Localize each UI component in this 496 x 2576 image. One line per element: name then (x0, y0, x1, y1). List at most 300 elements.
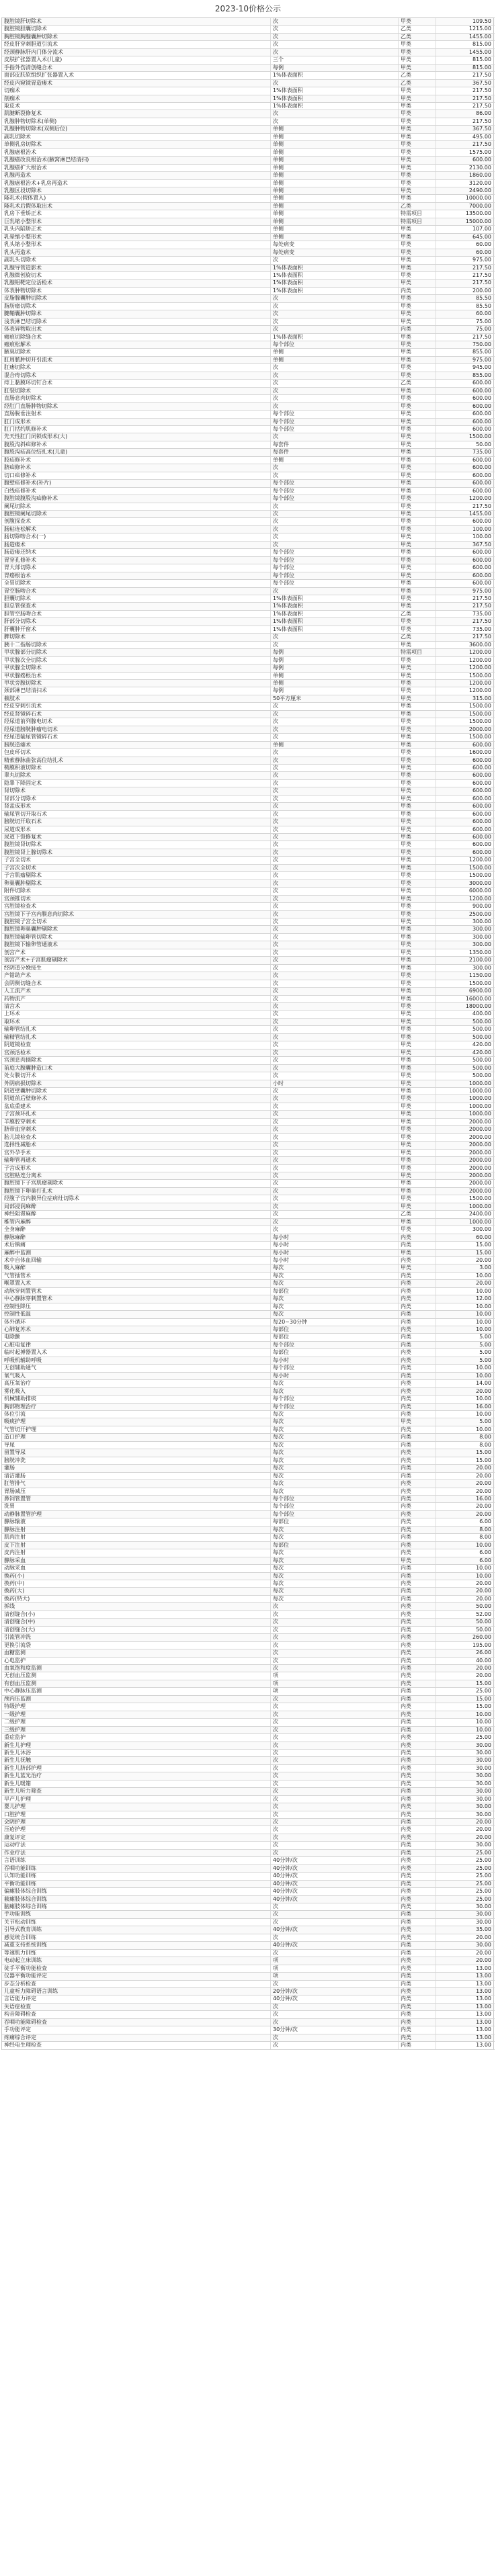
item-name-cell: 人工流产术 (2, 988, 271, 994)
category-cell: 甲类 (399, 1219, 436, 1226)
unit-cell: 次 (271, 526, 399, 533)
item-name-cell: 隆乳术(假体置入) (2, 195, 271, 202)
unit-cell: 单侧 (271, 195, 399, 202)
table-row (2, 1881, 495, 1888)
price-cell: 1500.00 (436, 865, 494, 871)
item-name-cell: 新生儿听力筛查 (2, 1788, 271, 1795)
price-cell: 1455.00 (436, 49, 494, 56)
category-cell: 甲类 (399, 180, 436, 187)
price-cell: 300.00 (436, 941, 494, 948)
price-cell: 815.00 (436, 65, 494, 71)
category-cell: 甲类 (399, 303, 436, 310)
unit-cell: 次 (271, 1172, 399, 1179)
price-cell: 10.00 (436, 1426, 494, 1433)
item-name-cell: 药物流产 (2, 996, 271, 1002)
item-name-cell: 子宫全切术 (2, 857, 271, 863)
category-cell: 甲类 (399, 1226, 436, 1233)
item-name-cell: 体表肿物切除术 (2, 288, 271, 294)
price-cell: 15.00 (436, 1250, 494, 1256)
price-cell: 815.00 (436, 41, 494, 48)
unit-cell: 次 (271, 433, 399, 440)
category-cell: 甲类 (399, 926, 436, 933)
price-cell: 1600.00 (436, 749, 494, 756)
table-row (2, 664, 495, 672)
category-cell: 甲类 (399, 110, 436, 117)
table-row (2, 642, 495, 649)
unit-cell: 次 (271, 503, 399, 510)
item-name-cell: 会阴侧切缝合术 (2, 980, 271, 987)
category-cell: 乙类 (399, 1211, 436, 1217)
price-cell: 367.50 (436, 542, 494, 548)
unit-cell: 次 (271, 303, 399, 310)
item-name-cell: 脑瘫肢体综合训练 (2, 1903, 271, 1910)
unit-cell: 次 (271, 703, 399, 710)
unit-cell: 项 (271, 1957, 399, 1964)
table-row (2, 1649, 495, 1657)
table-row (2, 1404, 495, 1411)
category-cell: 内类 (399, 1311, 436, 1318)
category-cell: 甲类 (399, 141, 436, 148)
category-cell: 内类 (399, 1342, 436, 1348)
item-name-cell: 术后镇痛 (2, 1242, 271, 1248)
table-row (2, 1473, 495, 1480)
category-cell: 甲类 (399, 1119, 436, 1125)
price-cell: 900.00 (436, 903, 494, 910)
table-row (2, 2034, 495, 2042)
price-table (1, 17, 495, 2050)
table-row (2, 796, 495, 803)
item-name-cell: 经尿道前列腺电切术 (2, 718, 271, 725)
category-cell: 甲类 (399, 857, 436, 863)
table-row (2, 303, 495, 310)
category-cell: 甲类 (399, 787, 436, 794)
category-cell: 甲类 (399, 426, 436, 433)
price-cell: 30.00 (436, 1772, 494, 1779)
unit-cell: 次 (271, 1803, 399, 1810)
unit-cell: 次 (271, 772, 399, 779)
price-cell: 495.00 (436, 134, 494, 140)
unit-cell: 单侧 (271, 680, 399, 687)
unit-cell: 每个部位 (271, 549, 399, 556)
price-cell: 217.50 (436, 503, 494, 510)
table-row (2, 433, 495, 441)
category-cell: 甲类 (399, 341, 436, 348)
price-cell: 1200.00 (436, 896, 494, 902)
table-row (2, 511, 495, 518)
price-cell: 300.00 (436, 934, 494, 941)
category-cell: 甲类 (399, 334, 436, 341)
unit-cell: 次 (271, 965, 399, 972)
table-row (2, 295, 495, 302)
price-cell: 15.00 (436, 1696, 494, 1703)
table-row (2, 1896, 495, 1903)
item-name-cell: 手功能评定 (2, 2026, 271, 2033)
item-name-cell: 高压氧治疗 (2, 1380, 271, 1387)
table-row (2, 718, 495, 726)
table-row (2, 765, 495, 772)
table-row (2, 1380, 495, 1387)
table-row (2, 1911, 495, 1918)
table-row (2, 680, 495, 687)
table-row (2, 226, 495, 233)
unit-cell: 1%体表面积 (271, 603, 399, 609)
category-cell: 内类 (399, 1850, 436, 1856)
table-row (2, 1126, 495, 1133)
category-cell: 甲类 (399, 172, 436, 179)
item-name-cell: 截瘫肢体综合训练 (2, 1896, 271, 1903)
table-row (2, 1665, 495, 1672)
category-cell: 甲类 (399, 726, 436, 733)
item-name-cell: 腱鞘囊肿切除术 (2, 310, 271, 317)
unit-cell: 单侧 (271, 172, 399, 179)
item-name-cell: 减重支持系统训练 (2, 1942, 271, 1948)
item-name-cell: 心肺复苏术 (2, 1326, 271, 1333)
price-cell: 855.00 (436, 372, 494, 379)
item-name-cell: 肌腱断裂修复术 (2, 110, 271, 117)
table-row (2, 1603, 495, 1611)
category-cell: 甲类 (399, 896, 436, 902)
category-cell: 内类 (399, 1488, 436, 1495)
table-row (2, 1334, 495, 1341)
price-cell: 30.00 (436, 1796, 494, 1803)
item-name-cell: 吞咽功能训练 (2, 1865, 271, 1872)
category-cell: 甲类 (399, 1195, 436, 1202)
price-cell: 600.00 (436, 518, 494, 525)
unit-cell: 每次 (271, 1442, 399, 1449)
table-row (2, 1072, 495, 1080)
item-name-cell: 认知功能训练 (2, 1873, 271, 1879)
item-name-cell: 乳腺区段切除术 (2, 187, 271, 194)
table-row (2, 265, 495, 272)
table-row (2, 1865, 495, 1873)
table-row (2, 87, 495, 95)
price-cell: 600.00 (436, 572, 494, 579)
unit-cell: 次 (271, 1850, 399, 1856)
item-name-cell: 颅内压监测 (2, 1696, 271, 1703)
item-name-cell: 腹腔镜肾上腺切除术 (2, 849, 271, 856)
table-row (2, 1734, 495, 1742)
unit-cell: 项 (271, 1965, 399, 1972)
category-cell: 甲类 (399, 18, 436, 25)
category-cell: 内类 (399, 1580, 436, 1587)
category-cell: 内类 (399, 1319, 436, 1326)
item-name-cell: 膀胱冲洗 (2, 1457, 271, 1464)
unit-cell: 次 (271, 1003, 399, 1010)
price-cell: 8.00 (436, 1527, 494, 1533)
unit-cell: 次 (271, 1711, 399, 1718)
table-row (2, 1434, 495, 1441)
table-row (2, 865, 495, 872)
category-cell: 内类 (399, 1703, 436, 1710)
item-name-cell: 肛周脓肿切开引流术 (2, 357, 271, 363)
item-name-cell: 手指外伤清创缝合术 (2, 65, 271, 71)
unit-cell: 次 (271, 1703, 399, 1710)
table-row (2, 165, 495, 172)
unit-cell: 每部位 (271, 1326, 399, 1333)
table-row (2, 1765, 495, 1772)
table-row (2, 1857, 495, 1864)
item-name-cell: 留置导尿 (2, 1449, 271, 1456)
price-cell: 10.00 (436, 1319, 494, 1326)
table-row (2, 626, 495, 634)
category-cell: 甲类 (399, 695, 436, 702)
table-row (2, 103, 495, 110)
table-row (2, 218, 495, 226)
unit-cell: 次 (271, 1819, 399, 1826)
unit-cell: 次 (271, 941, 399, 948)
unit-cell: 每个部位 (271, 488, 399, 495)
item-name-cell: 腹腔镜下子宫肌瘤剔除术 (2, 1180, 271, 1187)
table-row (2, 1942, 495, 1949)
item-name-cell: 局部浸润麻醉 (2, 1203, 271, 1210)
table-row (2, 1119, 495, 1126)
price-cell: 10.00 (436, 1727, 494, 1733)
table-row (2, 1311, 495, 1318)
item-name-cell: 外阴病损切除术 (2, 1080, 271, 1087)
table-row (2, 134, 495, 141)
price-cell: 1200.00 (436, 687, 494, 694)
price-cell: 2000.00 (436, 1172, 494, 1179)
price-cell: 50.00 (436, 441, 494, 448)
price-cell: 315.00 (436, 695, 494, 702)
price-cell: 20.00 (436, 1580, 494, 1587)
category-cell: 甲类 (399, 618, 436, 625)
unit-cell: 每部位 (271, 1288, 399, 1295)
unit-cell: 项 (271, 1680, 399, 1687)
category-cell: 内类 (399, 1672, 436, 1679)
price-cell: 40.00 (436, 1658, 494, 1664)
item-name-cell: 甲状腺全切除术 (2, 664, 271, 671)
table-row (2, 1803, 495, 1811)
price-cell: 25.00 (436, 1857, 494, 1864)
category-cell: 甲类 (399, 865, 436, 871)
unit-cell: 次 (271, 1195, 399, 1202)
unit-cell: 每例 (271, 65, 399, 71)
unit-cell: 次 (271, 988, 399, 994)
price-cell: 1575.00 (436, 149, 494, 156)
unit-cell: 次 (271, 1734, 399, 1741)
item-name-cell: 剖腹探查术 (2, 518, 271, 525)
unit-cell: 次 (271, 1742, 399, 1749)
table-row (2, 56, 495, 64)
price-cell: 300.00 (436, 1226, 494, 1233)
table-row (2, 1742, 495, 1750)
unit-cell: 次 (271, 372, 399, 379)
category-cell: 甲类 (399, 718, 436, 725)
table-row (2, 1619, 495, 1626)
item-name-cell: 吸痰护理 (2, 1418, 271, 1425)
table-row (2, 772, 495, 779)
item-name-cell: 经皮内窥镜胃造瘘术 (2, 80, 271, 87)
category-cell: 甲类 (399, 711, 436, 718)
category-cell: 内类 (399, 1396, 436, 1402)
item-name-cell: 肝囊肿开窗术 (2, 626, 271, 633)
item-name-cell: 单侧乳房切除术 (2, 141, 271, 148)
category-cell: 甲类 (399, 1034, 436, 1041)
price-cell: 1500.00 (436, 872, 494, 879)
item-name-cell: 宫颈活检术 (2, 1049, 271, 1056)
item-name-cell: 经阴道分娩接生 (2, 965, 271, 972)
unit-cell: 每小时 (271, 1257, 399, 1264)
item-name-cell: 腹股沟斜疝修补术 (2, 441, 271, 448)
item-name-cell: 体外循环 (2, 1319, 271, 1326)
table-row (2, 395, 495, 402)
unit-cell: 次 (271, 734, 399, 740)
unit-cell: 次 (271, 896, 399, 902)
unit-cell: 每小时 (271, 1234, 399, 1241)
item-name-cell: 乳腺肿物切除术(单侧) (2, 118, 271, 125)
table-row (2, 787, 495, 795)
category-cell: 乙类 (399, 203, 436, 210)
item-name-cell: 重症监护 (2, 1734, 271, 1741)
table-row (2, 695, 495, 703)
item-name-cell: 失语症检查 (2, 2004, 271, 2010)
price-cell: 500.00 (436, 1034, 494, 1041)
price-cell: 600.00 (436, 742, 494, 748)
unit-cell: 每例 (271, 664, 399, 671)
table-row (2, 657, 495, 664)
unit-cell: 次 (271, 511, 399, 517)
price-cell: 217.50 (436, 595, 494, 602)
item-name-cell: 胸部物理治疗 (2, 1404, 271, 1410)
price-cell: 1000.00 (436, 1111, 494, 1117)
price-cell: 10.00 (436, 1573, 494, 1580)
table-row (2, 926, 495, 933)
price-cell: 1000.00 (436, 1203, 494, 1210)
item-name-cell: 拆线 (2, 1603, 271, 1610)
price-cell: 2000.00 (436, 1165, 494, 1172)
price-cell: 217.50 (436, 280, 494, 286)
category-cell: 甲类 (399, 526, 436, 533)
unit-cell: 次 (271, 1165, 399, 1172)
item-name-cell: 宫颈锥切术 (2, 896, 271, 902)
unit-cell: 次 (271, 1811, 399, 1818)
category-cell: 内类 (399, 1404, 436, 1410)
category-cell: 内类 (399, 1719, 436, 1725)
price-cell: 1500.00 (436, 980, 494, 987)
table-row (2, 1957, 495, 1965)
table-row (2, 734, 495, 741)
category-cell: 甲类 (399, 103, 436, 110)
category-cell: 甲类 (399, 65, 436, 71)
table-row (2, 580, 495, 587)
table-row (2, 557, 495, 564)
price-cell: 217.50 (436, 603, 494, 609)
category-cell: 甲类 (399, 903, 436, 910)
table-row (2, 141, 495, 148)
table-row (2, 965, 495, 972)
item-name-cell: 心脏电复律 (2, 1342, 271, 1348)
unit-cell: 次 (271, 1780, 399, 1787)
table-row (2, 934, 495, 941)
price-cell: 13.00 (436, 2004, 494, 2010)
item-name-cell: 全身麻醉 (2, 1226, 271, 1233)
item-name-cell: 步态分析检查 (2, 1981, 271, 1987)
item-name-cell: 削痂术 (2, 95, 271, 102)
category-cell: 特需项目 (399, 218, 436, 225)
category-cell: 甲类 (399, 1157, 436, 1164)
price-cell: 20.00 (436, 1465, 494, 1471)
unit-cell: 次 (271, 726, 399, 733)
item-name-cell: 手功能训练 (2, 1911, 271, 1918)
category-cell: 甲类 (399, 957, 436, 963)
category-cell: 内类 (399, 1919, 436, 1926)
table-row (2, 572, 495, 580)
price-cell: 195.00 (436, 1642, 494, 1649)
item-name-cell: 乳腺再造术 (2, 172, 271, 179)
price-cell: 600.00 (436, 564, 494, 571)
unit-cell: 每次 (271, 1596, 399, 1602)
table-row (2, 349, 495, 356)
unit-cell: 次 (271, 1727, 399, 1733)
price-cell: 2400.00 (436, 1211, 494, 1217)
category-cell: 甲类 (399, 1041, 436, 1048)
unit-cell: 每次 (271, 1388, 399, 1395)
unit-cell: 单侧 (271, 141, 399, 148)
price-cell: 217.50 (436, 272, 494, 279)
category-cell: 甲类 (399, 1019, 436, 1025)
category-cell: 甲类 (399, 187, 436, 194)
category-cell: 甲类 (399, 664, 436, 671)
category-cell: 甲类 (399, 757, 436, 764)
unit-cell: 次 (271, 472, 399, 479)
item-name-cell: 肠造瘘术 (2, 542, 271, 548)
price-cell: 20.00 (436, 1934, 494, 1941)
unit-cell: 40分钟/次 (271, 1857, 399, 1864)
unit-cell: 项 (271, 1672, 399, 1679)
price-cell: 1500.00 (436, 433, 494, 440)
item-name-cell: 膀胱造瘘术 (2, 742, 271, 748)
table-row (2, 1280, 495, 1287)
item-name-cell: 瘢痕切除缝合术 (2, 334, 271, 341)
unit-cell: 每次 (271, 1449, 399, 1456)
unit-cell: 次 (271, 818, 399, 825)
unit-cell: 每次 (271, 1303, 399, 1310)
item-name-cell: 椎管内麻醉 (2, 1219, 271, 1226)
item-name-cell: 中心静脉穿刺置管术 (2, 1295, 271, 1302)
table-row (2, 1203, 495, 1211)
price-cell: 6000.00 (436, 888, 494, 894)
item-name-cell: 腹壁疝修补术(补片) (2, 480, 271, 486)
item-name-cell: 胃大部切除术 (2, 564, 271, 571)
table-row (2, 380, 495, 387)
unit-cell: 次 (271, 1634, 399, 1641)
unit-cell: 次 (271, 1157, 399, 1164)
price-cell: 600.00 (436, 457, 494, 464)
table-row (2, 1011, 495, 1018)
category-cell: 甲类 (399, 673, 436, 679)
category-cell: 甲类 (399, 1418, 436, 1425)
item-name-cell: 输卵管结扎术 (2, 1026, 271, 1033)
table-row (2, 426, 495, 433)
price-cell: 6.00 (436, 1557, 494, 1564)
unit-cell: 每次 (271, 1534, 399, 1541)
unit-cell: 单侧 (271, 349, 399, 355)
price-cell: 16.00 (436, 1404, 494, 1410)
category-cell: 内类 (399, 1788, 436, 1795)
price-cell: 85.50 (436, 295, 494, 302)
unit-cell: 40分钟/次 (271, 1995, 399, 2002)
category-cell: 甲类 (399, 796, 436, 802)
category-cell: 甲类 (399, 533, 436, 540)
item-name-cell: 控制性低温 (2, 1311, 271, 1318)
item-name-cell: 新生儿脐部护理 (2, 1765, 271, 1772)
price-cell: 5.00 (436, 1349, 494, 1356)
category-cell: 甲类 (399, 357, 436, 363)
price-cell: 60.00 (436, 249, 494, 256)
unit-cell: 次 (271, 533, 399, 540)
item-name-cell: 混合痔切除术 (2, 372, 271, 379)
